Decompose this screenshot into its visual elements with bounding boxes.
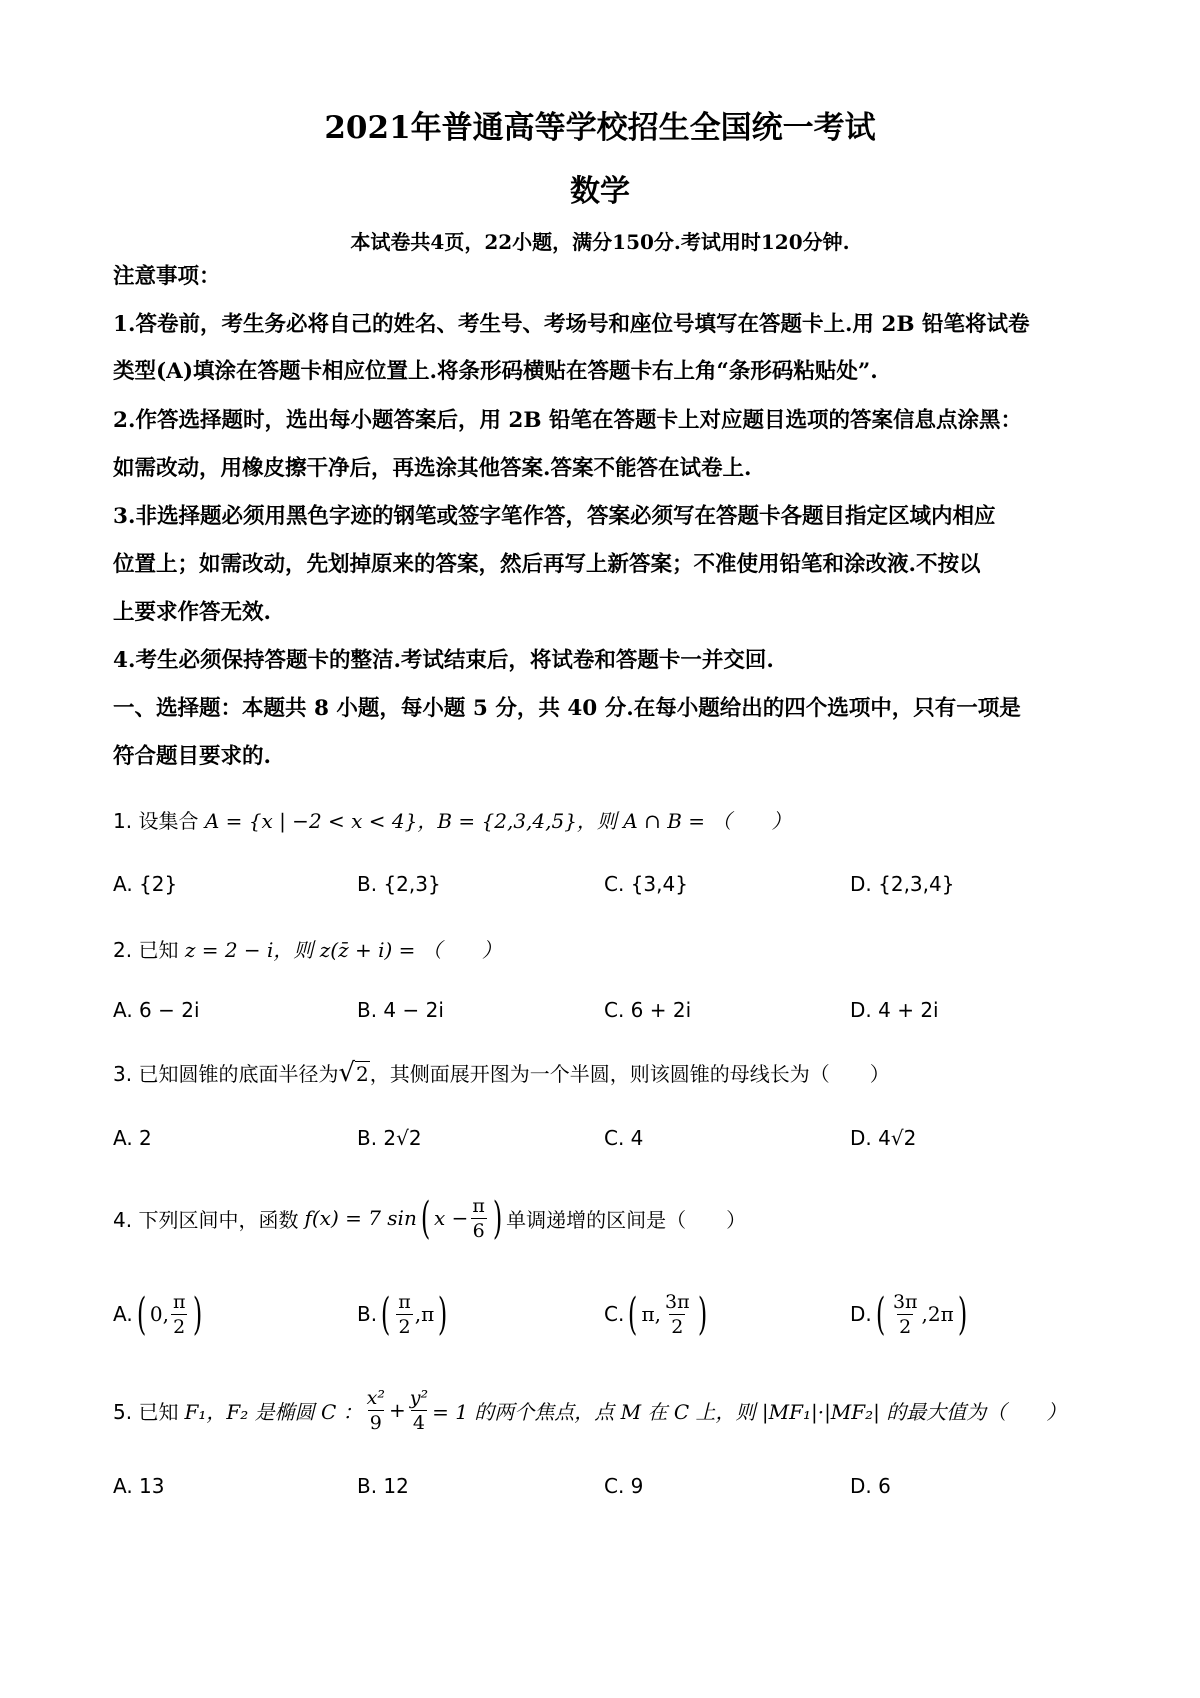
question-5-eq: = 1 的两个焦点，点 M 在 C 上，则 |MF₁|·|MF₂| 的最大值为（ ） — [432, 1399, 1067, 1424]
right-paren: ) — [957, 1288, 968, 1340]
question-2-stem — [113, 934, 502, 963]
note-2-line-2: 如需改动，用橡皮擦干净后，再选涂其他答案.答案不能答在试卷上. — [113, 456, 752, 481]
question-5-plus: + — [388, 1398, 406, 1422]
note-1-line-2: 类型(A)填涂在答题卡相应位置上.将条形码横贴在答题卡右上角“条形码粘贴处”. — [113, 359, 878, 384]
question-4-option-c — [604, 1284, 711, 1344]
question-4-func: f(x) = 7 sin — [304, 1206, 417, 1230]
right-paren: ) — [193, 1288, 203, 1340]
frac-den: 2 — [173, 1315, 186, 1338]
option-part-a: π, — [641, 1302, 662, 1326]
question-5-option-d: D. 6 — [850, 1474, 891, 1498]
question-4-inner: x − — [434, 1206, 469, 1230]
question-3-stem — [113, 1058, 890, 1088]
question-1-prefix: 1. 设集合 — [113, 809, 199, 833]
frac-den: 2 — [671, 1315, 684, 1338]
option-fraction — [663, 1290, 692, 1339]
option-part-b: ,2π — [921, 1302, 954, 1326]
right-paren: ) — [697, 1288, 707, 1340]
question-4-fraction — [470, 1194, 487, 1243]
frac-num: x² — [366, 1386, 385, 1409]
question-5-foci: F₁，F₂ 是椭圆 C ： — [184, 1399, 363, 1424]
question-5-frac-y — [408, 1386, 430, 1435]
question-1-option-b: B. {2,3} — [357, 872, 441, 896]
left-paren: ( — [628, 1288, 638, 1340]
question-5-prefix: 5. 已知 — [113, 1399, 179, 1424]
question-3-option-d: D. 4√2 — [850, 1126, 917, 1150]
question-1-option-d: D. {2,3,4} — [850, 872, 955, 896]
question-3-option-a: A. 2 — [113, 1126, 152, 1150]
note-4: 4.考生必须保持答题卡的整洁.考试结束后，将试卷和答题卡一并交回. — [113, 648, 774, 673]
question-1-math: A = {x | −2 < x < 4}，B = {2,3,4,5}，则 A ∩ B = （ ） — [204, 809, 792, 833]
question-3-prefix: 3. 已知圆锥的底面半径为 — [113, 1062, 339, 1086]
frac-num: π — [398, 1290, 411, 1313]
question-3-suffix: ，其侧面展开图为一个半圆，则该圆锥的母线长为（ ） — [369, 1062, 890, 1086]
note-3-line-1: 3.非选择题必须用黑色字迹的钢笔或签字笔作答，答案必须写在答题卡各题目指定区域内相应 — [113, 504, 996, 529]
frac-num: 3π — [892, 1290, 918, 1313]
option-label: B. — [357, 1302, 378, 1326]
left-paren: ( — [380, 1288, 391, 1340]
frac-num: y² — [409, 1386, 429, 1409]
question-5-option-c: C. 9 — [604, 1474, 644, 1498]
left-paren: ( — [136, 1288, 146, 1340]
option-fraction — [891, 1290, 920, 1339]
question-4-stem — [113, 1188, 746, 1248]
question-2-option-b: B. 4 − 2i — [357, 998, 444, 1022]
note-2-line-1: 2.作答选择题时，选出每小题答案后，用 2B 铅笔在答题卡上对应题目选项的答案信息点涂黑： — [113, 408, 1023, 433]
frac-den: 4 — [412, 1411, 425, 1434]
question-1-stem — [113, 805, 791, 834]
left-paren: ( — [875, 1288, 886, 1340]
subject-title: 数学 — [570, 174, 630, 209]
question-4-option-a — [113, 1284, 207, 1344]
frac-den: 9 — [369, 1411, 382, 1434]
right-paren: ) — [438, 1288, 448, 1340]
option-part-a: 0, — [149, 1302, 169, 1326]
note-3-line-2: 位置上；如需改动，先划掉原来的答案，然后再写上新答案；不准使用铅笔和涂改液.不按以 — [113, 552, 981, 577]
question-4-option-d — [850, 1284, 971, 1344]
option-label: D. — [850, 1302, 872, 1326]
question-4-left-paren: ( — [420, 1192, 431, 1244]
question-2-option-d: D. 4 + 2i — [850, 998, 939, 1022]
question-2-option-c: C. 6 + 2i — [604, 998, 692, 1022]
question-3-sqrt: √2 — [338, 1058, 369, 1088]
question-4-option-b — [357, 1284, 451, 1344]
question-5-frac-x — [365, 1386, 387, 1435]
question-1-option-a: A. {2} — [113, 872, 178, 896]
exam-title: 2021年普通高等学校招生全国统一考试 — [324, 110, 876, 146]
frac-num: 3π — [665, 1290, 690, 1313]
notes-heading: 注意事项： — [113, 264, 221, 289]
question-3-option-b: B. 2√2 — [357, 1126, 422, 1150]
question-5-option-a: A. 13 — [113, 1474, 165, 1498]
question-4-frac-num: π — [472, 1194, 485, 1217]
question-2-math: z = 2 − i，则 z(z̄ + i) = （ ） — [184, 938, 502, 962]
frac-num: π — [172, 1290, 186, 1313]
question-4-frac-den: 6 — [472, 1219, 485, 1242]
option-fraction — [171, 1290, 188, 1339]
question-5-stem — [113, 1380, 1066, 1440]
question-3-option-c: C. 4 — [604, 1126, 644, 1150]
question-4-prefix: 4. 下列区间中，函数 — [113, 1207, 299, 1232]
section-heading-line-2: 符合题目要求的. — [113, 744, 271, 769]
option-part-b: ,π — [414, 1302, 435, 1326]
section-heading-line-1: 一、选择题：本题共 8 小题，每小题 5 分，共 40 分.在每小题给出的四个选项中，只有一项是 — [113, 696, 1021, 721]
question-4-right-paren: ) — [492, 1192, 503, 1244]
note-1-line-1: 1.答卷前，考生务必将自己的姓名、考生号、考场号和座位号填写在答题卡上.用 2B 铅笔将试卷 — [113, 312, 1030, 337]
question-5-option-b: B. 12 — [357, 1474, 409, 1498]
question-3-radicand: 2 — [356, 1062, 369, 1086]
option-fraction — [396, 1290, 413, 1339]
exam-info: 本试卷共4页，22小题，满分150分.考试用时120分钟. — [350, 230, 850, 254]
question-4-suffix: 单调递增的区间是（ ） — [506, 1207, 747, 1232]
option-label: A. — [113, 1302, 133, 1326]
note-3-line-3: 上要求作答无效. — [113, 600, 271, 625]
question-2-prefix: 2. 已知 — [113, 938, 179, 962]
option-label: C. — [604, 1302, 625, 1326]
question-2-option-a: A. 6 − 2i — [113, 998, 200, 1022]
frac-den: 2 — [398, 1315, 411, 1338]
frac-den: 2 — [899, 1315, 912, 1338]
question-1-option-c: C. {3,4} — [604, 872, 688, 896]
